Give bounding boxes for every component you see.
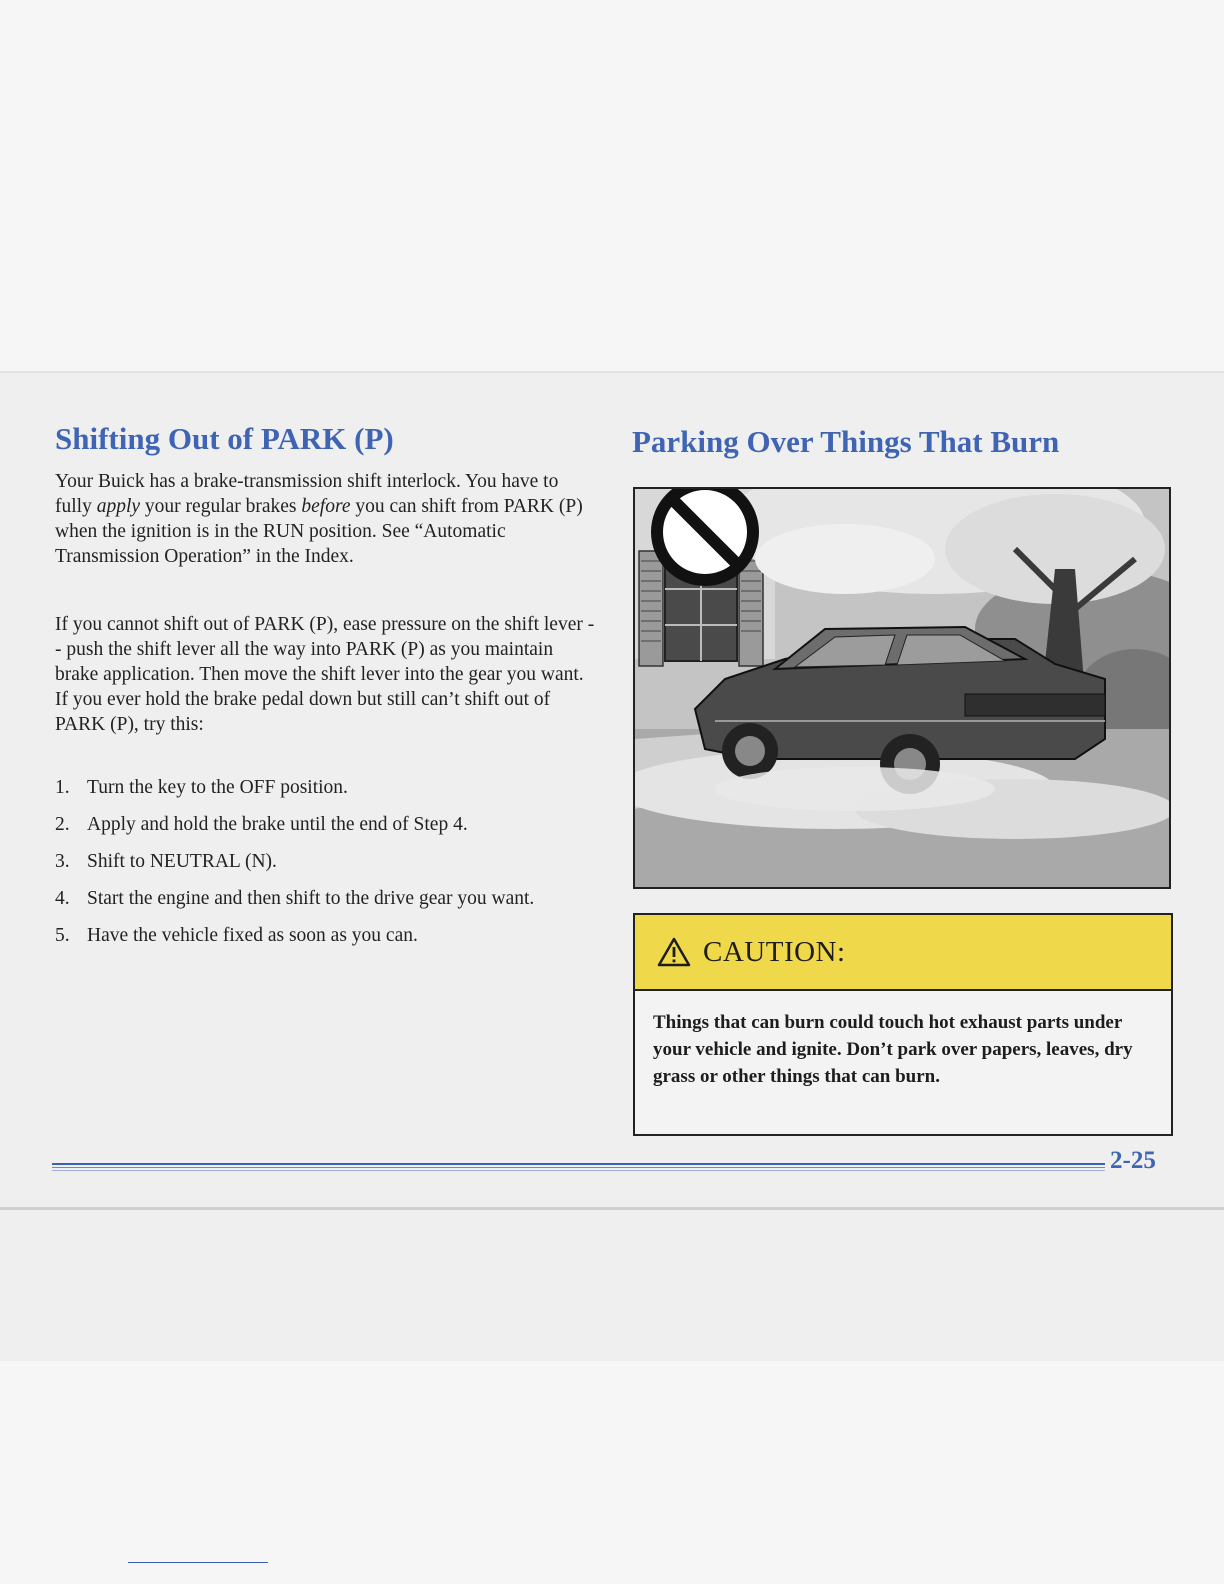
- caution-text: Things that can burn could touch hot exhaust parts under your vehicle and ignite. Don’t park over papers, leaves, dry grass or other things that can burn.: [653, 1012, 1133, 1087]
- list-item: [55, 849, 555, 874]
- caution-header: [635, 915, 1171, 991]
- para1-emphasis-before: before: [301, 496, 351, 517]
- steps-list: [55, 775, 555, 960]
- list-item: [55, 923, 555, 948]
- paragraph-cannot-shift: [55, 612, 600, 737]
- illustration-svg: [635, 489, 1169, 887]
- shutter-left: [639, 551, 663, 666]
- band-bottom-edge: [0, 1207, 1224, 1210]
- step-number: 4.: [55, 888, 70, 909]
- footer-rule: [52, 1163, 1105, 1165]
- right-heading: Parking Over Things That Burn: [632, 424, 1060, 459]
- footer-rule: [52, 1170, 1105, 1171]
- footer-rule: [52, 1167, 1105, 1168]
- band-top-edge: [0, 371, 1224, 373]
- page-number: 2-25: [1110, 1147, 1156, 1174]
- step-number: 1.: [55, 777, 70, 798]
- car-over-leaves-illustration: [633, 487, 1171, 889]
- para2-text: If you cannot shift out of PARK (P), ease pressure on the shift lever -- push the shift lever all the way into PARK (P) as you maintain brake application. Then move the shift lever into the gear you want. If you ever hold the brake pedal down but still can’t shift out of PARK (P), try this:: [55, 614, 595, 735]
- step-text: Shift to NEUTRAL (N).: [87, 851, 277, 872]
- step-number: 5.: [55, 925, 70, 946]
- step-text: Turn the key to the OFF position.: [87, 777, 348, 798]
- list-item: [55, 812, 555, 837]
- step-number: 2.: [55, 814, 70, 835]
- left-heading: Shifting Out of PARK (P): [55, 421, 394, 456]
- caution-box: [633, 913, 1173, 1136]
- para1-emphasis-apply: apply: [96, 496, 141, 517]
- prohibition-icon: [657, 489, 753, 580]
- caution-title: CAUTION:: [703, 935, 846, 968]
- step-text: Start the engine and then shift to the drive gear you want.: [87, 888, 535, 909]
- para1-text-1: Your Buick has a brake-transmission shift interlock. You have to fully: [55, 471, 559, 517]
- warning-triangle-icon: [657, 937, 691, 967]
- list-item: [55, 775, 555, 800]
- para1-text-2: your regular brakes: [140, 496, 302, 517]
- step-text: Apply and hold the brake until the end of Step 4.: [87, 814, 468, 835]
- step-text: Have the vehicle fixed as soon as you can.: [87, 925, 418, 946]
- bottom-short-rule: [128, 1562, 268, 1563]
- para1-text-3: you can shift from PARK (P) when the ignition is in the RUN position. See “Automatic Transmission Operation” in the Index.: [55, 496, 583, 567]
- list-item: [55, 886, 555, 911]
- step-number: 3.: [55, 851, 70, 872]
- paragraph-interlock: [55, 469, 600, 569]
